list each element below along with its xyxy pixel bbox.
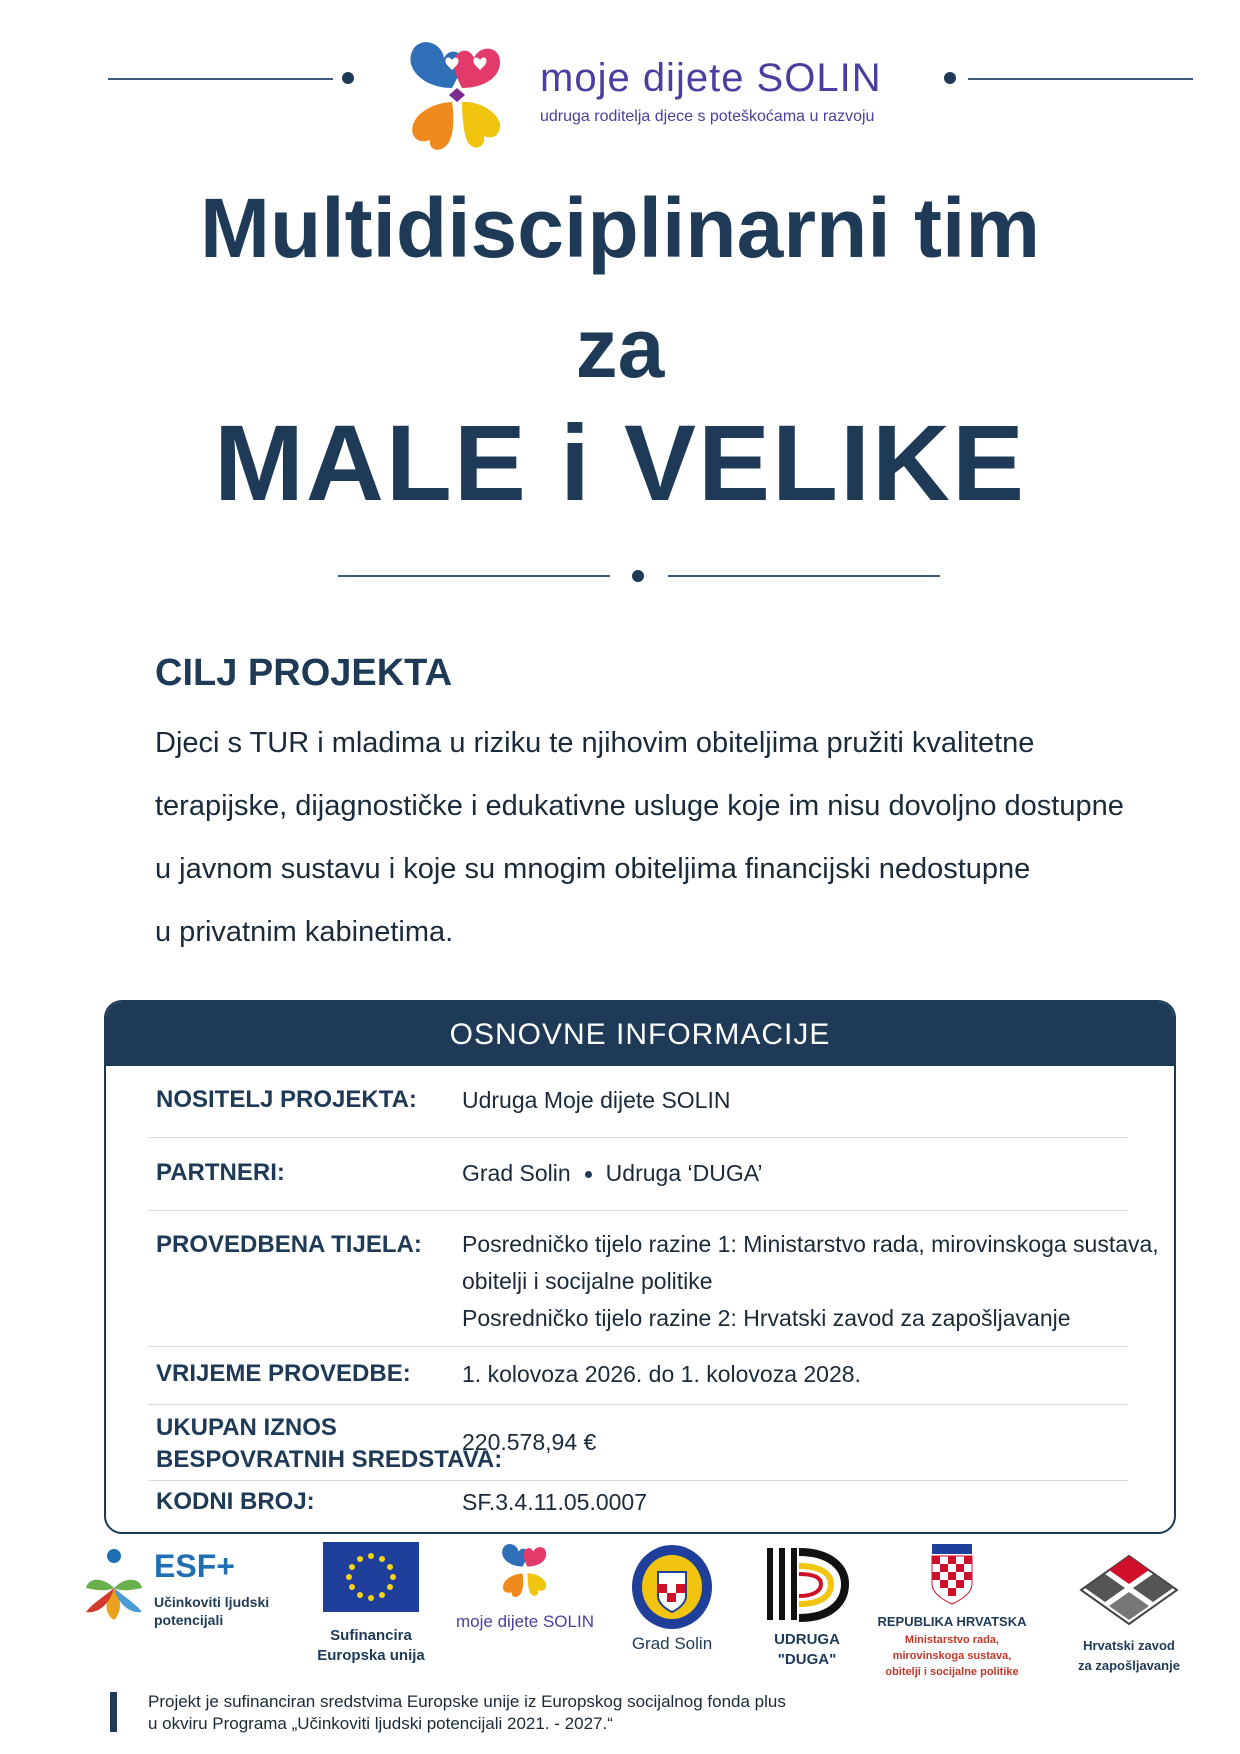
title-line-3: MALE i VELIKE — [213, 402, 1027, 523]
info-label-duration: VRIJEME PROVEDBE: — [156, 1360, 411, 1387]
footer-note-line: u okviru Programa „Učinkoviti ljudski potencijali 2021. - 2027.“ — [148, 1714, 613, 1733]
rh-caption-line: Ministarstvo rada, — [904, 1634, 1000, 1646]
header-left-rule — [108, 78, 333, 80]
info-value-partners — [462, 1155, 762, 1192]
republika-hrvatska-ministry-logo — [872, 1544, 1032, 1680]
footer-note-line: Projekt je sufinanciran sredstvima Europske unije iz Europskog socijalnog fonda plus — [148, 1692, 786, 1711]
basic-info-panel — [104, 1000, 1176, 1534]
info-value-implementing-bodies-2: obitelji i socijalne politike — [462, 1268, 713, 1294]
duga-emblem-icon — [765, 1544, 849, 1626]
info-label-partners: PARTNERI: — [156, 1159, 285, 1186]
moje-dijete-solin-footer-logo — [445, 1540, 605, 1632]
info-label-code: KODNI BROJ: — [156, 1488, 315, 1515]
eu-logo — [308, 1542, 434, 1666]
info-label-total-amount-1: UKUPAN IZNOS — [156, 1414, 337, 1441]
esf-star-icon — [82, 1548, 146, 1628]
footer-accent-bar — [110, 1692, 117, 1732]
esf-subtitle: Učinkoviti ljudski — [154, 1594, 270, 1610]
title-divider-dot — [632, 570, 644, 582]
title-line-2: za — [575, 301, 665, 395]
eu-caption-line: Sufinancira — [330, 1627, 412, 1644]
row-divider — [148, 1346, 1128, 1347]
partner-name: Grad Solin — [462, 1160, 571, 1186]
duga-caption-line: UDRUGA — [774, 1631, 840, 1648]
hzz-caption-line: Hrvatski zavod — [1083, 1638, 1175, 1653]
grad-solin-logo — [622, 1544, 722, 1654]
row-divider — [148, 1137, 1128, 1138]
croatian-coat-of-arms-icon — [930, 1544, 974, 1606]
title-divider-right — [668, 575, 940, 577]
rh-caption-line: obitelji i socijalne politike — [885, 1666, 1019, 1678]
header-right-rule — [968, 78, 1193, 80]
footer-org-name: moje dijete SOLIN — [456, 1612, 594, 1631]
partner-name: Udruga ‘DUGA’ — [605, 1160, 763, 1186]
row-divider — [148, 1480, 1128, 1481]
rh-caption-title: REPUBLIKA HRVATSKA — [877, 1614, 1027, 1629]
header-right-dot — [944, 72, 956, 84]
goal-heading: CILJ PROJEKTA — [155, 652, 453, 694]
heart-logo-icon — [493, 1540, 557, 1600]
goal-text-line: u javnom sustavu i koje su mnogim obiteljima financijski nedostupne — [155, 853, 1031, 885]
row-divider — [148, 1404, 1128, 1405]
title-line-1: Multidisciplinarni tim — [199, 181, 1041, 275]
info-value-implementing-bodies-1: Posredničko tijelo razine 1: Ministarstvo rada, mirovinskoga sustava, — [462, 1231, 1159, 1257]
info-value-implementing-bodies-3: Posredničko tijelo razine 2: Hrvatski zavod za zapošljavanje — [462, 1305, 1071, 1331]
organization-logo-name: moje dijete SOLIN — [540, 56, 882, 100]
info-value-code: SF.3.4.11.05.0007 — [462, 1489, 647, 1515]
eu-flag-icon — [323, 1542, 419, 1612]
rh-caption-line: mirovinskoga sustava, — [892, 1650, 1012, 1662]
hzz-emblem-icon — [1077, 1552, 1181, 1628]
info-value-project-holder: Udruga Moje dijete SOLIN — [462, 1087, 731, 1113]
goal-text-line: Djeci s TUR i mladima u riziku te njihovim obiteljima pružiti kvalitetne — [155, 727, 1035, 759]
hzz-logo — [1066, 1552, 1192, 1676]
city-coat-of-arms-icon — [630, 1544, 714, 1630]
row-divider — [148, 1210, 1128, 1211]
basic-info-header: OSNOVNE INFORMACIJE — [106, 1002, 1174, 1066]
goal-text-line: u privatnim kabinetima. — [155, 916, 454, 948]
esf-subtitle: potencijali — [154, 1612, 224, 1628]
eu-caption-line: Europska unija — [317, 1647, 425, 1664]
udruga-duga-logo — [752, 1544, 862, 1670]
goal-text-line: terapijske, dijagnostičke i edukativne usluge koje im nisu dovoljno dostupne — [155, 790, 1124, 822]
header-left-dot — [342, 72, 354, 84]
info-value-duration: 1. kolovoza 2026. do 1. kolovoza 2028. — [462, 1361, 861, 1387]
esf-title: ESF+ — [154, 1548, 235, 1584]
hzz-caption-line: za zapošljavanje — [1078, 1658, 1180, 1673]
info-label-implementing-bodies: PROVEDBENA TIJELA: — [156, 1231, 422, 1258]
title-divider-left — [338, 575, 610, 577]
organization-logo-tagline: udruga roditelja djece s poteškoćama u razvoju — [540, 108, 875, 125]
info-value-total-amount: 220.578,94 € — [462, 1429, 597, 1455]
heart-logo-icon — [392, 36, 522, 154]
info-label-total-amount-2: BESPOVRATNIH SREDSTAVA: — [156, 1446, 503, 1473]
info-label-project-holder: NOSITELJ PROJEKTA: — [156, 1086, 417, 1113]
duga-caption-line: "DUGA" — [777, 1651, 837, 1668]
bullet-separator — [585, 1171, 592, 1178]
grad-solin-caption: Grad Solin — [631, 1634, 713, 1653]
